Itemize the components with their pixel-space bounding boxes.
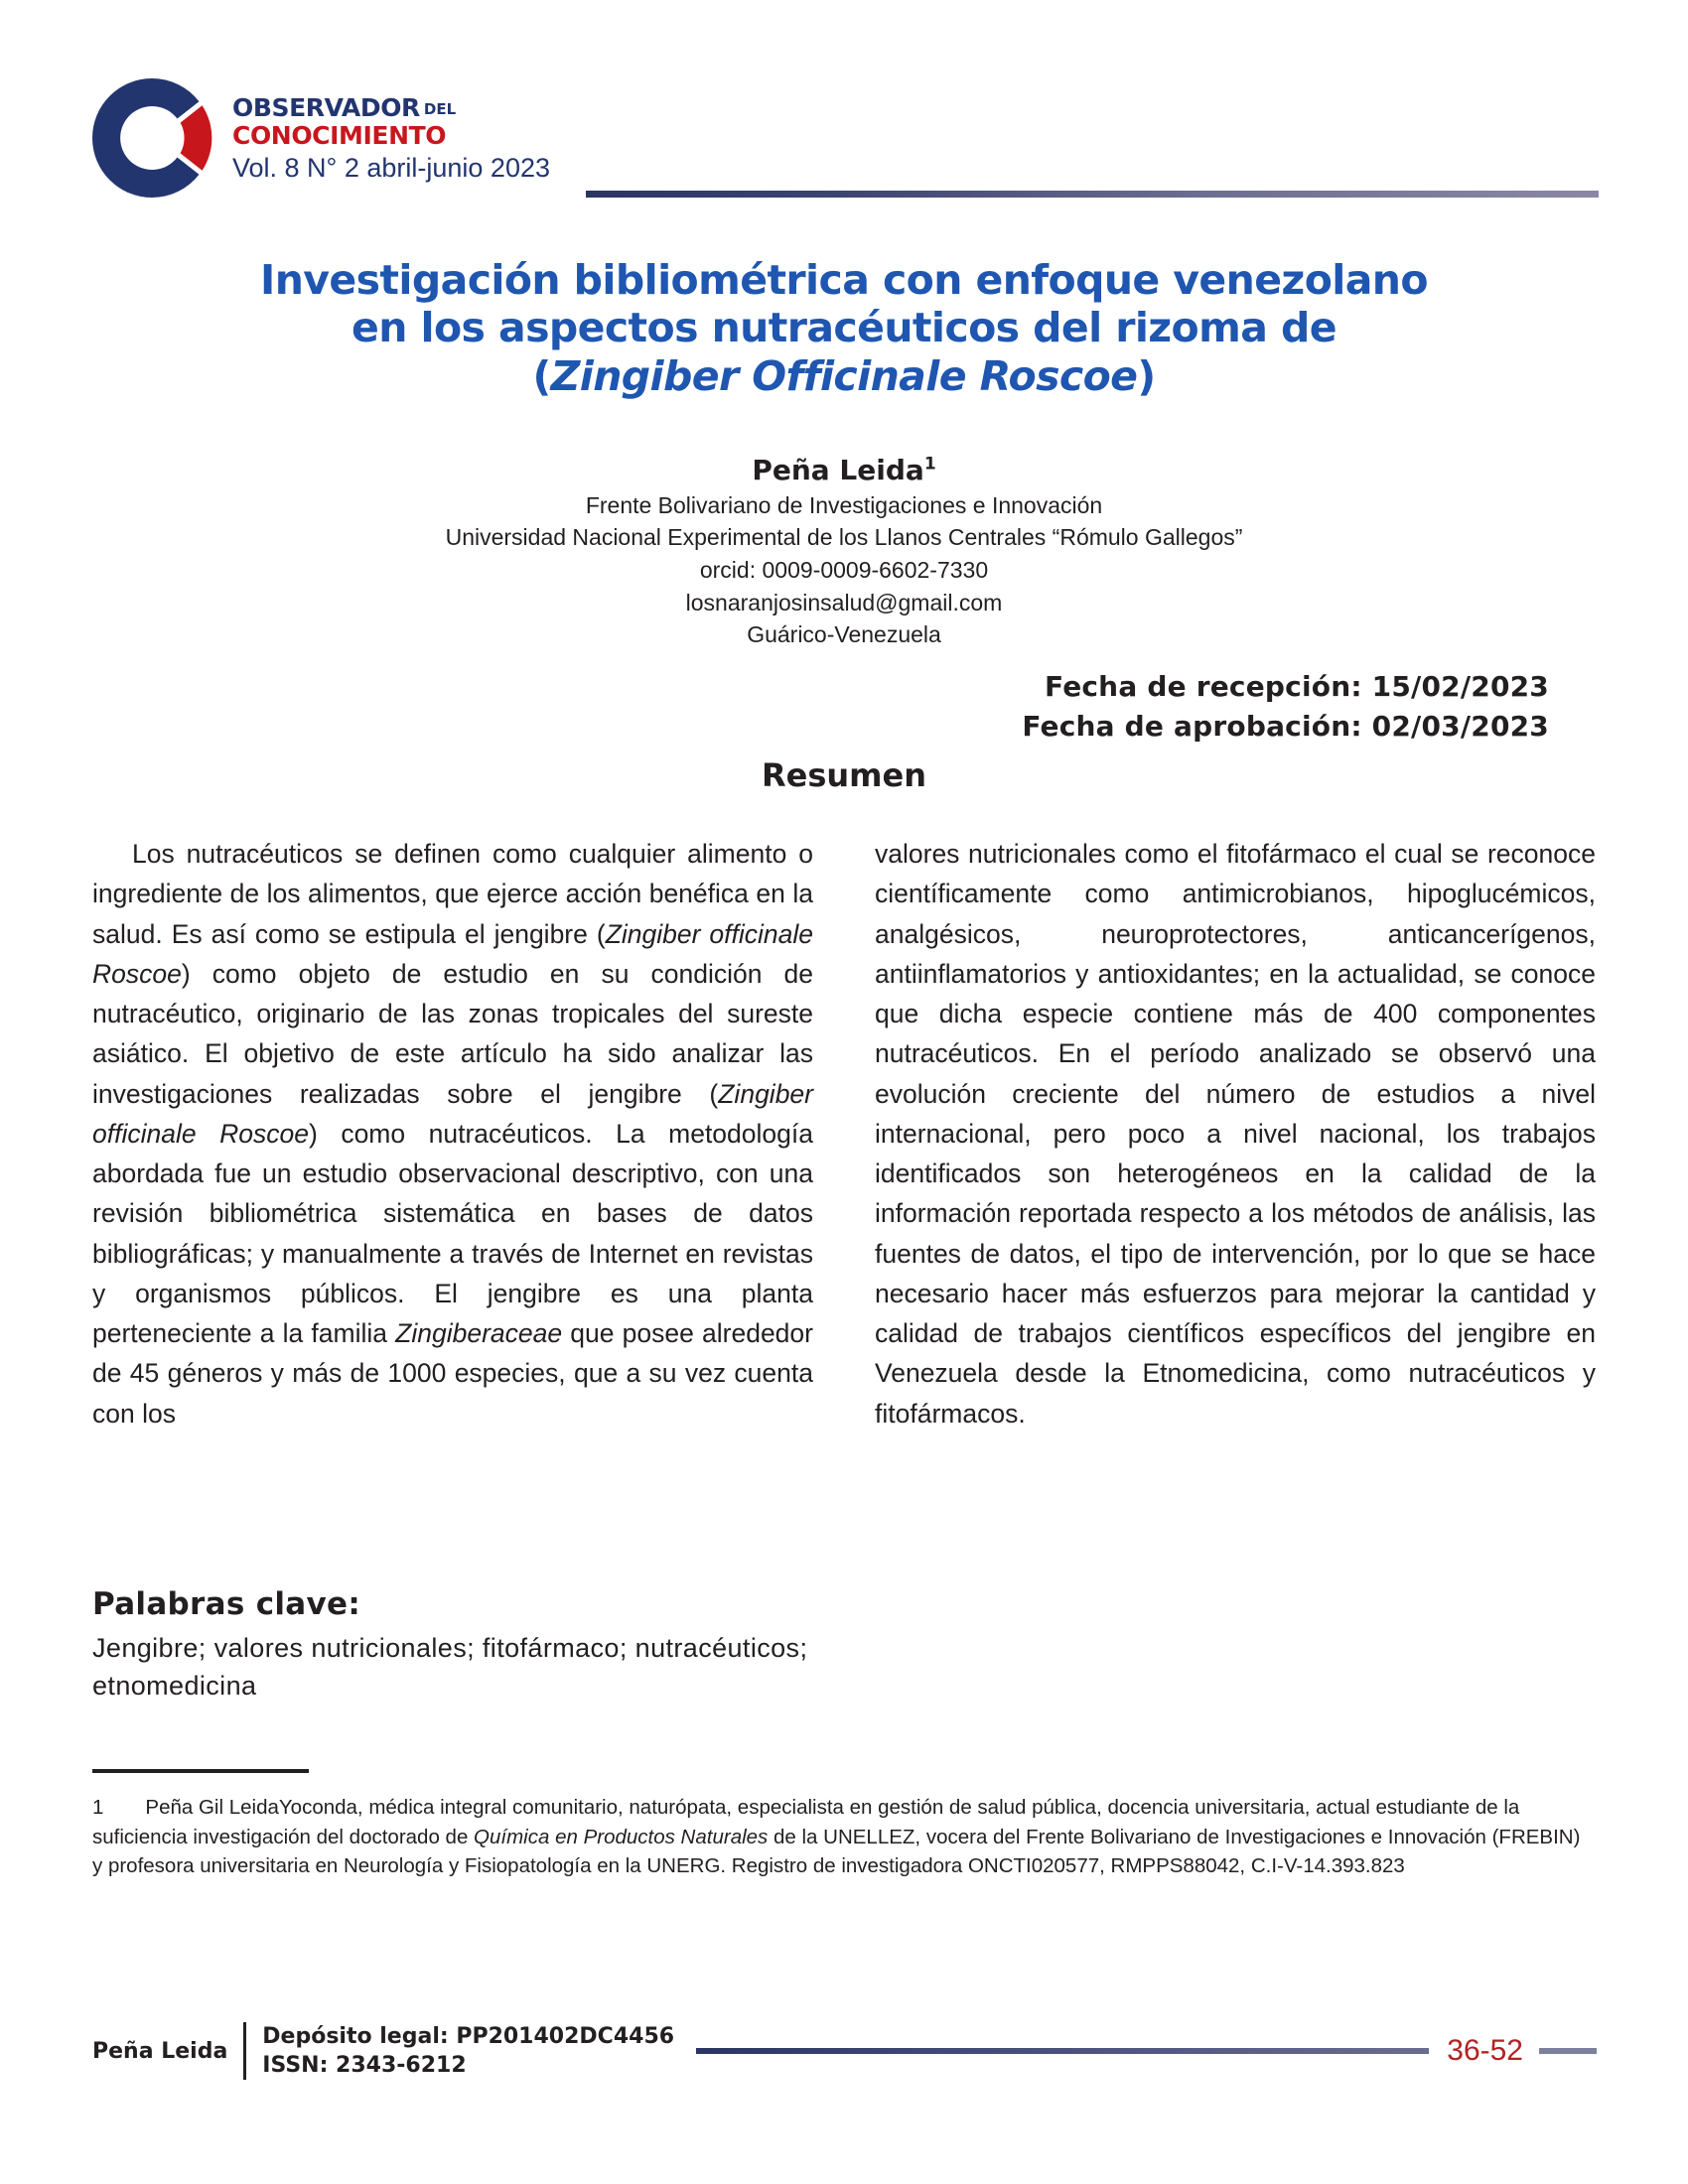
- abstract-species-1: Zingiber officinale Roscoe: [92, 918, 813, 989]
- page-footer: [92, 2011, 1597, 2091]
- footnote-text: [92, 1793, 1594, 1881]
- abstract-right-text: valores nutricionales como el fitofármaco el cual se reconoce científicamente como antimicrobianos, hipoglucémicos, analgésicos, neuroprotectores, anticancerígenos, antiinflamatorios y antioxidantes; en la actualidad, se conoce que dicha especie contiene más de 400 componentes nutracéuticos. En el período analizado se observó una evolución creciente del número de estudios a nivel internacional, pero poco a nivel nacional, los trabajos identificados son heterogéneos en la calidad de la información reportada respecto a los métodos de análisis, las fuentes de datos, el tipo de intervención, por lo que se hace necesario hacer más esfuerzos para mejorar la cantidad y calidad de trabajos científicos específicos del jengibre en Venezuela desde la Etnomedicina, como nutracéuticos y fitofármacos.: [875, 839, 1596, 1429]
- footer-issn: ISSN: 2343-6212: [262, 2053, 467, 2078]
- journal-issue: Vol. 8 N° 2 abril-junio 2023: [232, 153, 550, 183]
- keywords-section: [92, 1586, 847, 1706]
- footer-page-range: 36-52: [1447, 2034, 1523, 2067]
- abstract-column-left: [92, 834, 813, 1433]
- footer-rule-left: [696, 2048, 1429, 2054]
- keywords-heading: Palabras clave:: [92, 1586, 361, 1622]
- journal-name-del: DEL: [423, 100, 457, 118]
- abstract-left-text-2: ) como objeto de estudio en su condición de nutracéutico, originario de las zonas tropicales del sureste asiático. El objetivo de este artículo ha sido analizar las investigaciones realizadas sobre el jengibre (: [92, 958, 813, 1109]
- approval-date: Fecha de aprobación: 02/03/2023: [1022, 709, 1549, 743]
- footnote-separator: [92, 1769, 309, 1773]
- affiliation-1: Frente Bolivariano de Investigaciones e Innovación: [585, 491, 1103, 518]
- submission-dates: [149, 667, 1549, 747]
- abstract-left-text-4: que posee alrededor de 45 géneros y más de 1000 especies, que a su vez cuenta con los: [92, 1318, 813, 1429]
- observador-conocimiento-logo-icon: [89, 75, 214, 201]
- abstract-left-text-3: ) como nutracéuticos. La metodología abordada fue un estudio observacional descriptivo, con una revisión bibliométrica sistemática en bases de datos bibliográficas; y manualmente a través de Internet en revistas y organismos públicos. El jengibre es una planta perteneciente a la familia: [92, 1118, 813, 1349]
- masthead-text: [232, 73, 550, 182]
- title-line-3-suffix: ): [1137, 351, 1156, 400]
- footnote-part-2: de la UNELLEZ, vocera del Frente Bolivariano de Investigaciones e Innovación (FREBIN) y profesora universitaria en Neurología y Fisiopatología en la UNERG. Registro de investigadora ONCTI020577, RMPPS88042, C.I-V-14.393.823: [92, 1825, 1581, 1878]
- author-email[interactable]: losnaranjosinsalud@gmail.com: [685, 589, 1003, 615]
- footer-deposito-legal: Depósito legal: PP201402DC4456: [262, 2023, 675, 2049]
- author-name: [149, 452, 1539, 489]
- footnote-italic-title: Química en Productos Naturales: [474, 1825, 769, 1848]
- footer-author: Peña Leida: [92, 2038, 228, 2064]
- masthead: [89, 73, 1599, 201]
- author-block: [149, 452, 1539, 651]
- title-line-2: en los aspectos nutracéuticos del rizoma de: [352, 304, 1336, 352]
- title-line-3-prefix: (: [532, 351, 551, 400]
- author-location: Guárico-Venezuela: [747, 621, 941, 648]
- author-name-text: Peña Leida: [752, 454, 924, 486]
- footnote-number: 1: [92, 1796, 104, 1819]
- reception-date: Fecha de recepción: 15/02/2023: [1045, 670, 1549, 703]
- title-species-name: Zingiber Officinale Roscoe: [550, 351, 1138, 400]
- abstract-column-right: [875, 834, 1596, 1433]
- affiliation-2: Universidad Nacional Experimental de los Llanos Centrales “Rómulo Gallegos”: [445, 524, 1243, 551]
- abstract-species-3: Zingiberaceae: [395, 1318, 563, 1349]
- abstract-species-2: Zingiber officinale Roscoe: [92, 1078, 813, 1149]
- author-orcid[interactable]: orcid: 0009-0009-6602-7330: [699, 557, 989, 584]
- title-line-1: Investigación bibliométrica con enfoque venezolano: [260, 256, 1428, 304]
- footnote-part-1: Peña Gil LeidaYoconda, médica integral comunitario, naturópata, especialista en gestión de salud pública, docencia universitaria, actual estudiante de la suficiencia investigación del doctorado de: [92, 1796, 1520, 1848]
- journal-name-line1: OBSERVADOR DEL: [232, 93, 457, 122]
- header-divider-rule: [586, 191, 1599, 198]
- page-title: [149, 256, 1539, 400]
- abstract-heading: Resumen: [762, 756, 926, 794]
- abstract-body: [92, 834, 1597, 1433]
- footer-legal-info: [246, 2022, 674, 2080]
- footer-rule-right: [1539, 2048, 1597, 2054]
- author-footnote-marker: 1: [923, 454, 936, 475]
- journal-name-line2: CONOCIMIENTO: [232, 121, 447, 150]
- abstract-left-text-1: Los nutracéuticos se definen como cualquier alimento o ingrediente de los alimentos, que ejerce acción benéfica en la salud. Es así como se estipula el jengibre (: [92, 839, 813, 949]
- keywords-list: Jengibre; valores nutricionales; fitofármaco; nutracéuticos; etnomedicina: [92, 1633, 808, 1702]
